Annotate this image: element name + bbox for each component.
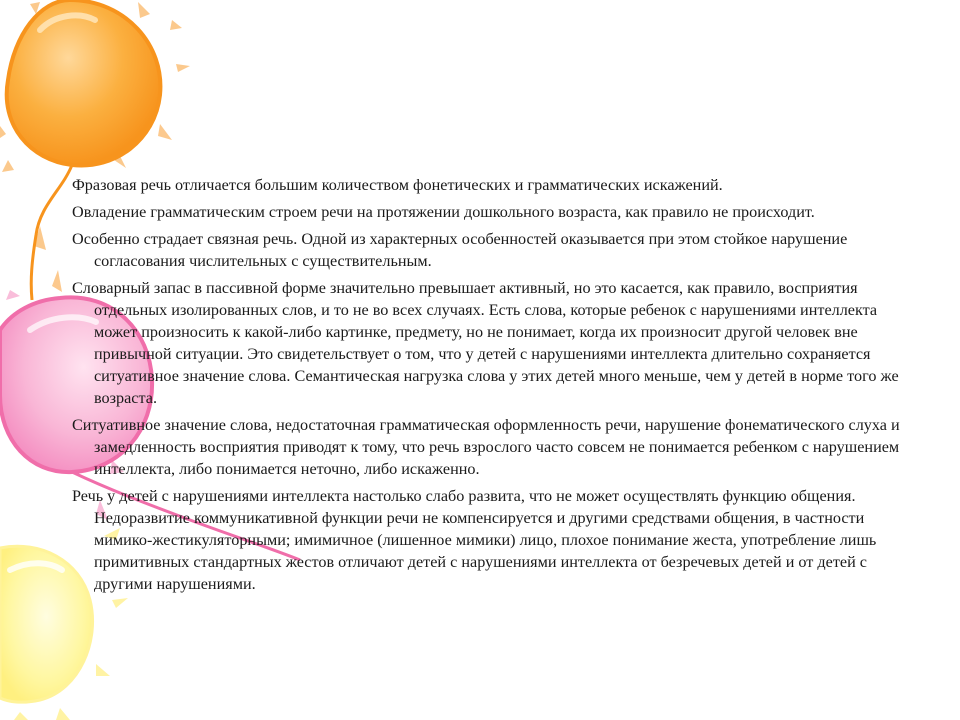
paragraph-grammar: Овладение грамматическим строем речи на протяжении дошкольного возраста, как правило не происходит. bbox=[72, 203, 815, 221]
paragraph-connected-speech: Особенно страдает связная речь. Одной из характерных особенностей оказывается при этом стойкое нарушение согласования числительных с существительным. bbox=[72, 230, 848, 270]
paragraph-situational-meaning: Ситуативное значение слова, недостаточная грамматическая оформленность речи, нарушение фонематического слуха и замедленность восприятия приводят к тому, что речь взрослого часто совсем не понимается ребенком с нарушением интеллекта, либо понимается неточно, либо искаженно. bbox=[72, 416, 900, 478]
paragraph-communication: Речь у детей с нарушениями интеллекта настолько слабо развита, что не может осуществлять функцию общения. Недоразвитие коммуникативной функции речи не компенсируется и другими средствами общения, в частности мимико-жестикуляторными; имимичное (лишенное мимики) лицо, плохое понимание жеста, употребление лишь примитивных стандартных жестов отличают детей с нарушениями интеллекта от безречевых детей и от детей с другими нарушениями. bbox=[72, 487, 877, 593]
paragraph-phrasal-speech: Фразовая речь отличается большим количеством фонетических и грамматических искажений. bbox=[72, 176, 723, 194]
paragraph-vocabulary: Словарный запас в пассивной форме значительно превышает активный, но это касается, как правило, восприятия отдельных изолированных слов, и то не во всех случаях. Есть слова, которые ребенок с нарушениями интеллекта может произносить к какой-либо картинке, предмету, но не понимает, когда их произносит другой человек вне привычной ситуации. Это свидетельствует о том, что у детей с нарушениями интеллекта длительно сохраняется ситуативное значение слова. Семантическая нагрузка слова у этих детей много меньше, чем у детей в норме того же возраста. bbox=[72, 279, 899, 407]
slide-text bbox=[72, 174, 912, 600]
